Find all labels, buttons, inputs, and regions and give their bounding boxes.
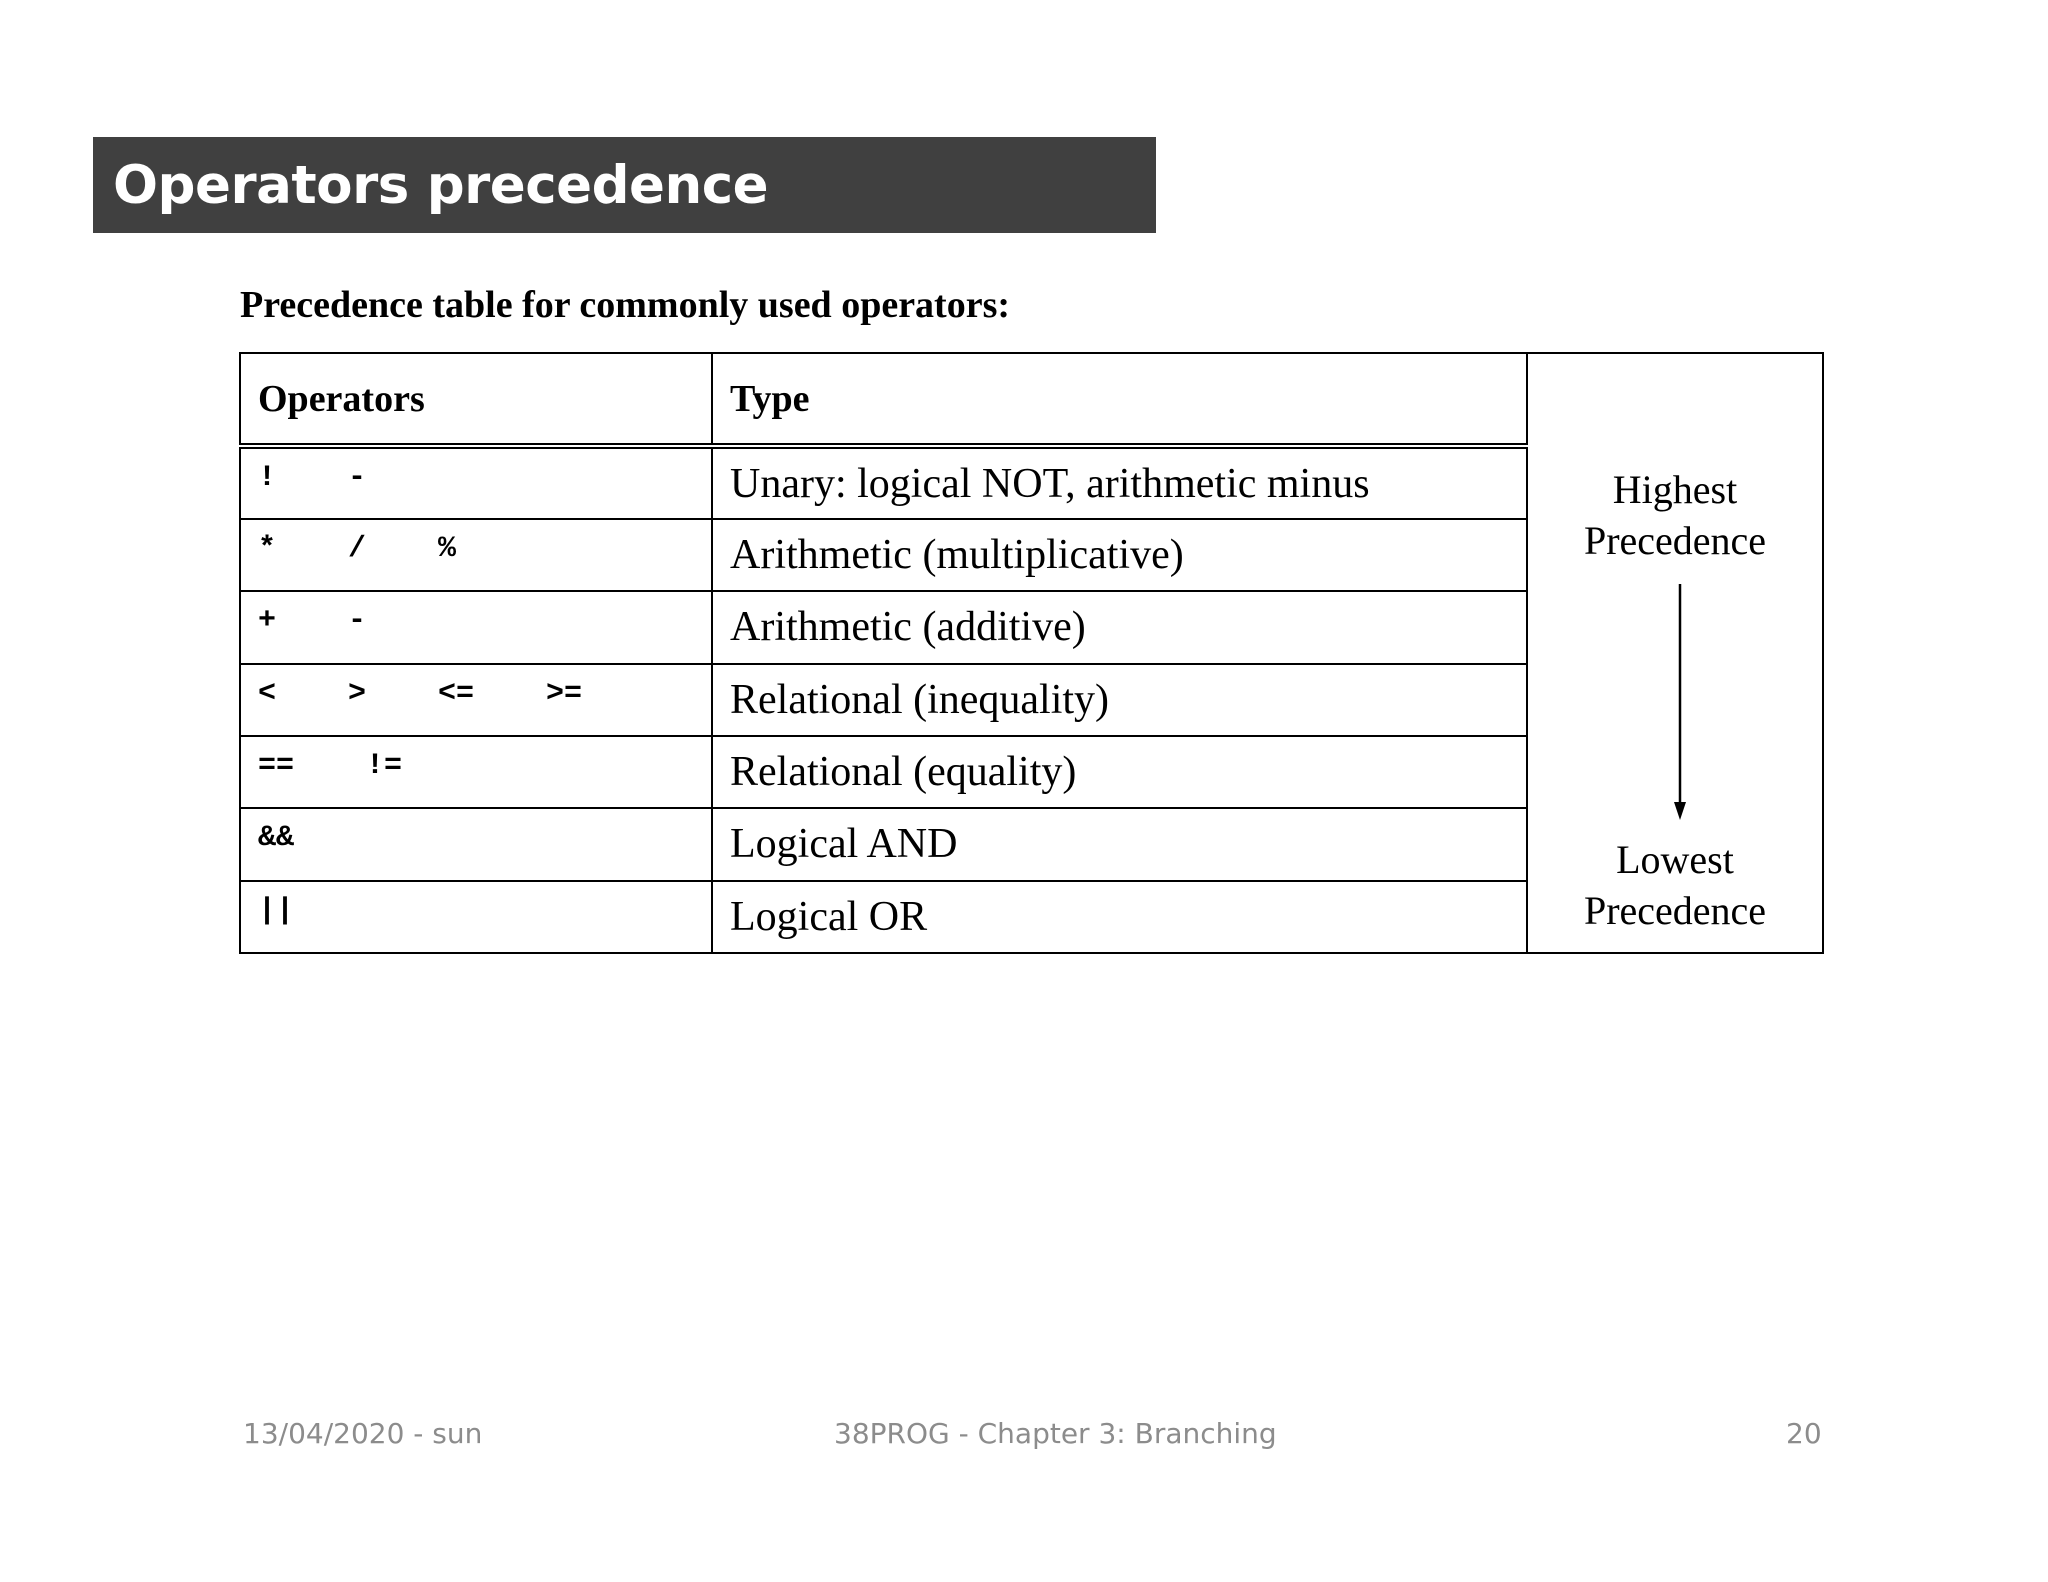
- highest-precedence-label: [1528, 464, 1822, 566]
- footer-course: 38PROG - Chapter 3: Branching: [834, 1417, 1277, 1450]
- slide-title: Operators precedence: [113, 154, 769, 216]
- footer-page-number: 20: [1786, 1417, 1822, 1450]
- highest-line-1: Highest: [1612, 467, 1738, 512]
- operators-cell: < > <= >=: [240, 664, 712, 736]
- precedence-table: [239, 352, 1824, 954]
- operators-cell: == !=: [240, 736, 712, 808]
- lowest-precedence-label: [1528, 834, 1822, 936]
- lowest-line-1: Lowest: [1616, 837, 1734, 882]
- highest-line-2: Precedence: [1583, 518, 1767, 564]
- operators-cell: + -: [240, 591, 712, 663]
- type-cell: Arithmetic (additive): [712, 591, 1527, 663]
- type-cell: Relational (inequality): [712, 664, 1527, 736]
- operators-cell: ||: [240, 881, 712, 953]
- operators-cell: * / %: [240, 519, 712, 591]
- operators-cell: ! -: [240, 446, 712, 518]
- type-cell: Relational (equality): [712, 736, 1527, 808]
- type-cell: Logical OR: [712, 881, 1527, 953]
- table-header-row: [240, 353, 1823, 446]
- operators-cell: &&: [240, 808, 712, 880]
- precedence-indicator: [1527, 353, 1823, 953]
- slide-title-bar: [93, 137, 1156, 233]
- type-cell: Unary: logical NOT, arithmetic minus: [712, 446, 1527, 518]
- header-operators: Operators: [240, 353, 712, 446]
- table-caption: Precedence table for commonly used operators:: [240, 284, 1011, 326]
- arrow-down-icon: [1674, 584, 1686, 820]
- lowest-line-2: Precedence: [1583, 888, 1767, 934]
- type-cell: Logical AND: [712, 808, 1527, 880]
- type-cell: Arithmetic (multiplicative): [712, 519, 1527, 591]
- footer-date: 13/04/2020 - sun: [243, 1417, 483, 1450]
- header-type: Type: [712, 353, 1527, 446]
